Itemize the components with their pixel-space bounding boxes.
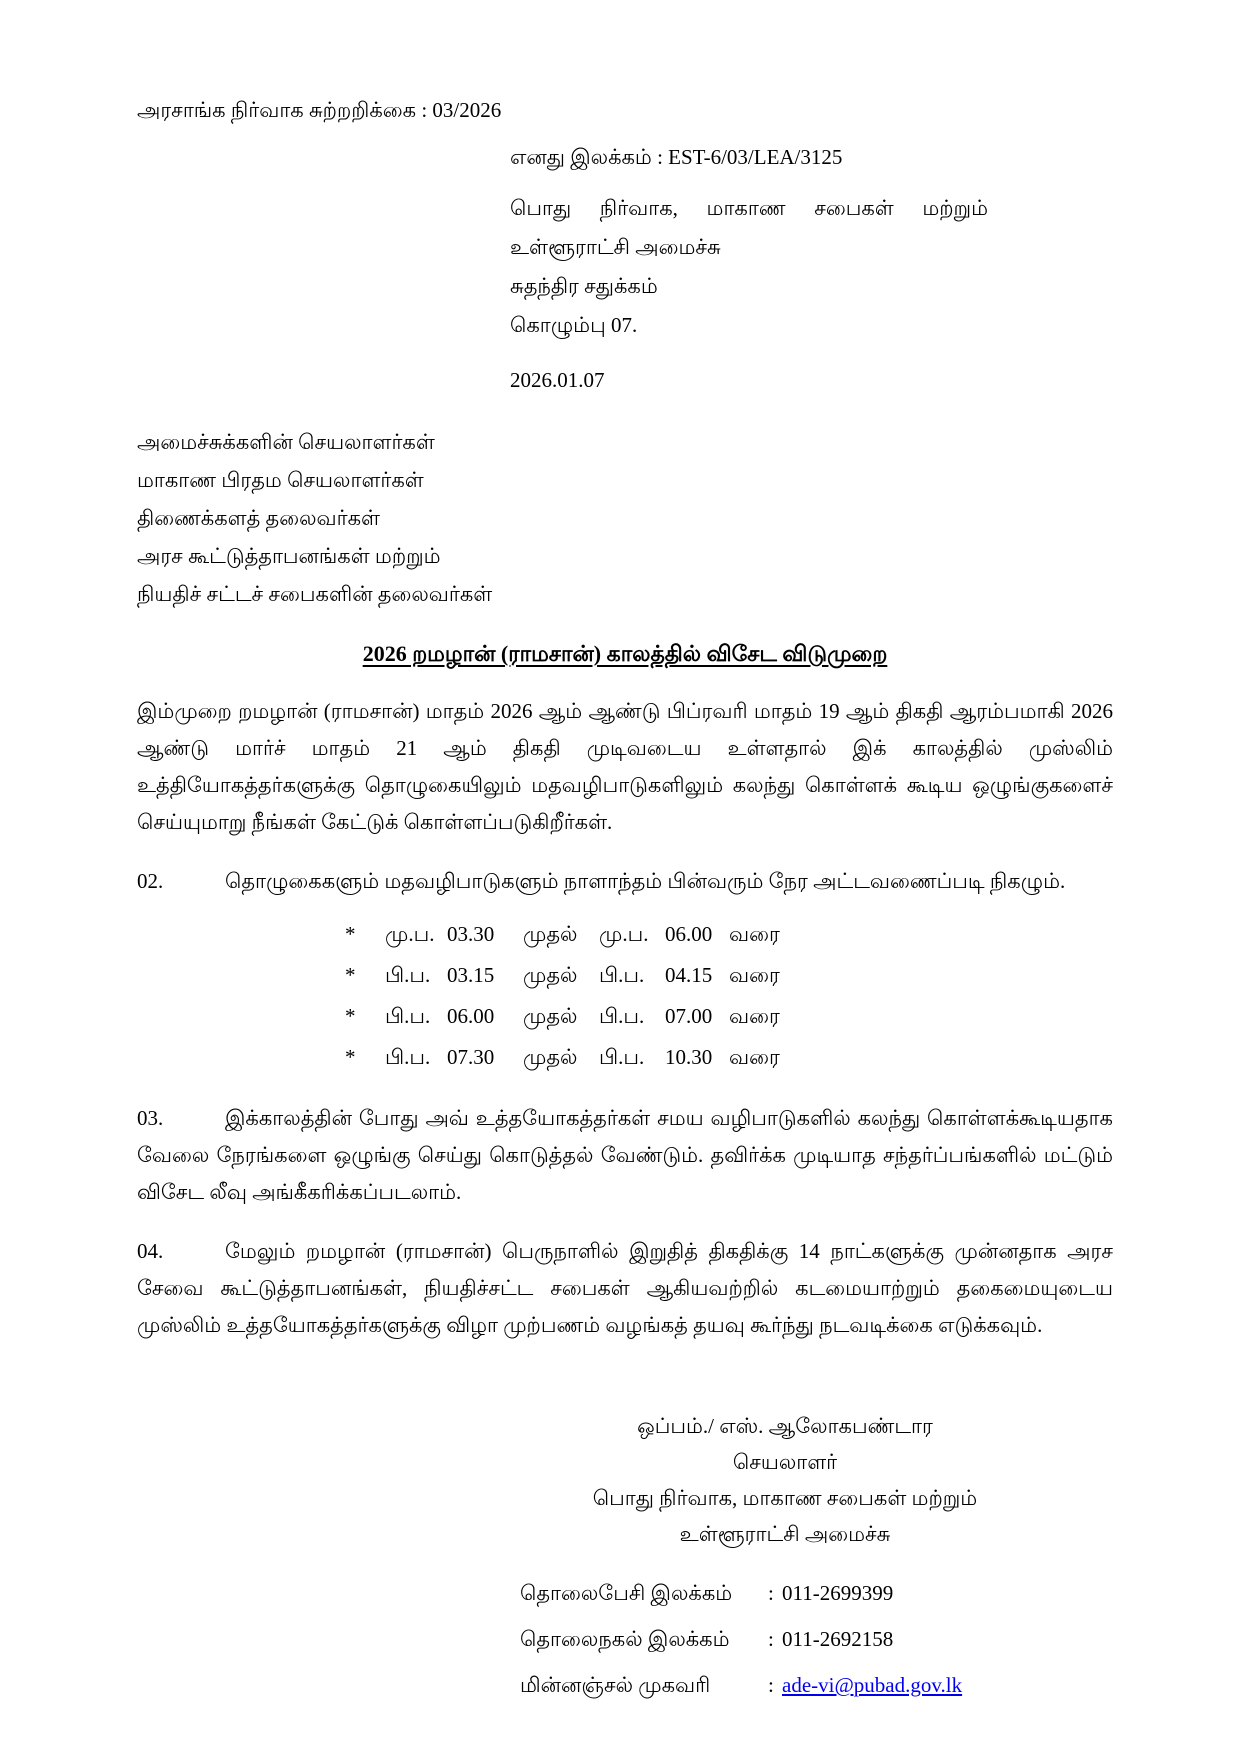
letter-date: 2026.01.07 — [510, 368, 605, 392]
signature-ministry-line-2: உள்ளூராட்சி அமைச்சு — [679, 1522, 891, 1546]
my-number: எனது இலக்கம் : EST-6/03/LEA/3125 — [510, 145, 843, 169]
schedule-row — [345, 914, 1113, 955]
ministry-address-line-3: சுதந்திர சதுக்கம் — [510, 274, 658, 298]
signature-ministry-line-1: பொது நிர்வாக, மாகாண சபைகள் மற்றும் — [592, 1486, 978, 1510]
fax-value: 011-2692158 — [782, 1627, 894, 1651]
email-row — [520, 1670, 1113, 1700]
prayer-schedule-table — [345, 914, 1113, 1078]
to-period-label: மு.ப. — [599, 922, 649, 946]
varai-label: வரை — [729, 1045, 780, 1069]
signature-designation: செயலாளர் — [732, 1450, 838, 1474]
mutal-label: முதல் — [523, 922, 578, 946]
recipient-line: அமைச்சுக்களின் செயலாளர்கள் — [137, 430, 435, 454]
paragraph-04-number: 04. — [137, 1239, 164, 1263]
paragraph-03-text: இக்காலத்தின் போது அவ் உத்தயோகத்தர்கள் சமய வழிபாடுகளில் கலந்து கொள்ளக்கூடியதாக வேலை நேரங்களை ஒழுங்கு செய்து கொடுத்தல் வேண்டும். தவிர்க்க முடியாத சந்தர்ப்பங்களில் மட்டும் விசேட லீவு அங்கீகரிக்கப்படலாம். — [137, 1106, 1113, 1204]
fax-label: தொலைநகல் இலக்கம் — [520, 1627, 730, 1651]
email-link[interactable]: ade-vi@pubad.gov.lk — [782, 1673, 963, 1697]
mutal-label: முதல் — [523, 1045, 578, 1069]
phone-row — [520, 1578, 1113, 1608]
asterisk-bullet: * — [345, 1045, 356, 1069]
asterisk-bullet: * — [345, 1004, 356, 1028]
asterisk-bullet: * — [345, 922, 356, 946]
from-time-value: 06.00 — [447, 1004, 495, 1028]
to-time-value: 10.30 — [665, 1045, 713, 1069]
to-period-label: பி.ப. — [599, 1045, 645, 1069]
email-label: மின்னஞ்சல் முகவரி — [520, 1673, 711, 1697]
from-time-value: 03.15 — [447, 963, 495, 987]
paragraph-02-number: 02. — [137, 869, 164, 893]
varai-label: வரை — [729, 922, 780, 946]
paragraph-04-text: மேலும் றமழான் (ராமசான்) பெருநாளில் இறுதித் திகதிக்கு 14 நாட்களுக்கு முன்னதாக அரச சேவை கூட்டுத்தாபனங்கள், நியதிச்சட்ட சபைகள் ஆகியவற்றில் கடமையாற்றும் தகைமையுடைய முஸ்லிம் உத்தயோகத்தர்களுக்கு விழா முற்பணம் வழங்கத் தயவு கூர்ந்து நடவடிக்கை எடுக்கவும். — [137, 1239, 1113, 1337]
asterisk-bullet: * — [345, 963, 356, 987]
document-title — [137, 637, 1113, 671]
from-period-label: மு.ப. — [385, 922, 435, 946]
mutal-label: முதல் — [523, 963, 578, 987]
recipient-line: நியதிச் சட்டச் சபைகளின் தலைவர்கள் — [137, 582, 493, 606]
ministry-address-line-4: கொழும்பு 07. — [510, 313, 638, 337]
paragraph-03 — [137, 1100, 1113, 1211]
paragraph-02 — [137, 863, 1113, 900]
ministry-address-line-1: பொது நிர்வாக, மாகாண சபைகள் மற்றும் — [510, 196, 988, 220]
contact-block — [520, 1578, 1113, 1700]
ministry-address-line-2: உள்ளூராட்சி அமைச்சு — [510, 235, 721, 259]
to-period-label: பி.ப. — [599, 963, 645, 987]
from-period-label: பி.ப. — [385, 963, 431, 987]
recipients-block — [137, 423, 1113, 613]
paragraph-03-number: 03. — [137, 1106, 164, 1130]
circular-number: அரசாங்க நிர்வாக சுற்றறிக்கை : 03/2026 — [137, 98, 502, 122]
schedule-row — [345, 996, 1113, 1037]
varai-label: வரை — [729, 963, 780, 987]
colon-separator: : — [768, 1581, 774, 1605]
signature-block — [460, 1408, 1110, 1552]
from-time-value: 03.30 — [447, 922, 495, 946]
fax-row — [520, 1624, 1113, 1654]
to-period-label: பி.ப. — [599, 1004, 645, 1028]
mutal-label: முதல் — [523, 1004, 578, 1028]
schedule-row — [345, 1037, 1113, 1078]
from-period-label: பி.ப. — [385, 1004, 431, 1028]
phone-value: 011-2699399 — [782, 1581, 894, 1605]
varai-label: வரை — [729, 1004, 780, 1028]
paragraph-04 — [137, 1233, 1113, 1344]
from-period-label: பி.ப. — [385, 1045, 431, 1069]
phone-label: தொலைபேசி இலக்கம் — [520, 1581, 733, 1605]
recipient-line: திணைக்களத் தலைவர்கள் — [137, 506, 380, 530]
recipient-line: அரச கூட்டுத்தாபனங்கள் மற்றும் — [137, 544, 441, 568]
signature-name: ஒப்பம்./ எஸ். ஆலோகபண்டார — [637, 1414, 933, 1438]
paragraph-intro: இம்முறை றமழான் (ராமசான்) மாதம் 2026 ஆம் ஆண்டு பிப்ரவரி மாதம் 19 ஆம் திகதி ஆரம்பமாகி 2026 ஆண்டு மார்ச் மாதம் 21 ஆம் திகதி முடிவடைய உள்ளதால் இக் காலத்தில் முஸ்லிம் உத்தியோகத்தர்களுக்கு தொழுகையிலும் மதவழிபாடுகளிலும் கலந்து கொள்ளக் கூடிய ஒழுங்குகளைச் செய்யுமாறு நீங்கள் கேட்டுக் கொள்ளப்படுகிறீர்கள். — [137, 699, 1113, 834]
schedule-row — [345, 955, 1113, 996]
reference-block — [510, 142, 988, 395]
document-title-text: 2026 றமழான் (ராமசான்) காலத்தில் விசேட விடுமுறை — [362, 641, 888, 666]
to-time-value: 04.15 — [665, 963, 713, 987]
to-time-value: 06.00 — [665, 922, 713, 946]
colon-separator: : — [768, 1673, 774, 1697]
from-time-value: 07.30 — [447, 1045, 495, 1069]
to-time-value: 07.00 — [665, 1004, 713, 1028]
colon-separator: : — [768, 1627, 774, 1651]
paragraph-02-text: தொழுகைகளும் மதவழிபாடுகளும் நாளாந்தம் பின்வரும் நேர அட்டவணைப்படி நிகழும். — [225, 869, 1066, 893]
recipient-line: மாகாண பிரதம செயலாளர்கள் — [137, 468, 424, 492]
